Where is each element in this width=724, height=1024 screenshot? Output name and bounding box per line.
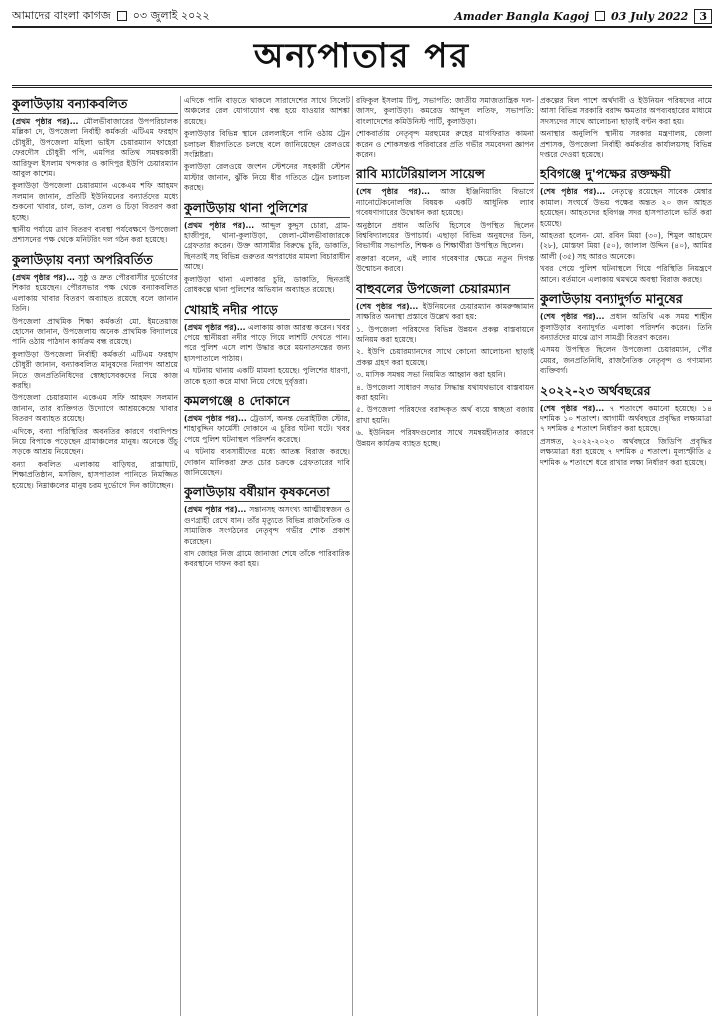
article-headline: ২০২২-২৩ অর্থবছরের: [540, 383, 712, 401]
continued-from-label: (শেষ পৃষ্ঠার পর)...: [540, 403, 610, 413]
article-paragraph: ৩. মাসিক সমন্বয় সভা নিয়মিত আহ্বান করা হয়নি।: [356, 370, 506, 380]
article-headline: কুলাউড়ায় বর্ষীয়ান কৃষকনেতা: [184, 484, 350, 502]
article-paragraph: (শেষ পৃষ্ঠার পর)... আজ ইঞ্জিনিয়ারিং বিভাগে ন্যানোটেকনোলজি বিষয়ক একটি আধুনিক ল্যাব গবেষণাগারের উদ্বোধন করা হয়েছে।: [356, 187, 534, 218]
column-divider: [180, 96, 181, 1016]
article: [356, 281, 534, 449]
article-headline: কুলাউড়ায় বন্যাকবলিত: [12, 96, 178, 114]
column-2: [184, 96, 350, 1016]
article: [356, 166, 534, 274]
column-4: [540, 96, 712, 1016]
article-paragraph: কুলাউড়া রেলওয়ে জংশন স্টেশনের সহকারী স্টেশন মাস্টার জানান, ঝুঁকি নিয়ে ধীর গতিতে ট্রেন চলাচল করছে।: [184, 162, 350, 193]
article: [12, 252, 178, 491]
column-1: [12, 96, 178, 1016]
column-3: [356, 96, 534, 1016]
article-headline: খোয়াই নদীর পাড়ে: [184, 302, 350, 320]
article-paragraph: কুলাউড়ার বিভিন্ন স্থানে রেললাইনে পানি ওঠায় ট্রেন চলাচল ধীরগতিতে চলছে বলে জানিয়েছেন রেলওয়ে সংশ্লিষ্টরা।: [184, 129, 350, 160]
article: [540, 383, 712, 468]
date-bangla: ০৩ জুলাই ২০২২: [132, 8, 210, 22]
article-paragraph: (প্রথম পৃষ্ঠার পর)... আব্দুল কুদ্দুস চোরা, গ্রাম-হাজীপুর, থানা-কুলাউড়া, জেলা-মৌলভীবাজারকে গ্রেফতার করেন। উক্ত আসামীর বিরুদ্ধে চুরি, ডাকাতি, ছিনতাই সহ বিভিন্ন গুরুতর অপরাধের মামলা বিচারাধীন আছে।: [184, 220, 350, 272]
continued-from-label: (প্রথম পৃষ্ঠার পর)...: [12, 272, 79, 282]
paper-name-bangla: আমাদের বাংলা কাগজ: [12, 8, 111, 22]
article-paragraph: এদিকে, বন্যা পরিস্থিতির অবনতির কারণে গবাদিপশু নিয়ে বিপাকে পড়েছেন গ্রামাঞ্চলের মানুষ। অনেকে উঁচু সড়কে আশ্রয় নিয়েছেন।: [12, 426, 178, 457]
article-paragraph: প্রসঙ্গত, ২০২২-২০২৩ অর্থবছরে জিডিপি প্রবৃদ্ধির লক্ষ্যমাত্রা ধরা হয়েছে ৭ দশমিক ৫ শতাংশ। মূল্যস্ফীতি ৫ দশমিক ৬ শতাংশে ধরে রাখার লক্ষ্য নির্ধারণ করা হয়েছে।: [540, 436, 712, 467]
continued-from-label: (প্রথম পৃষ্ঠার পর)...: [184, 322, 249, 332]
article: [540, 96, 712, 160]
continued-from-label: (প্রথম পৃষ্ঠার পর)...: [12, 117, 84, 126]
article-paragraph: (শেষ পৃষ্ঠার পর)... ৭ শতাংশে কমানো হয়েছে। ১৪ দশমিক ১০ শতাংশ। আগামী অর্থবছরে প্রবৃদ্ধির লক্ষ্যমাত্রা ৭ দশমিক ৫ শতাংশ নির্ধারণ করা হয়েছে।: [540, 403, 712, 434]
article-paragraph: প্রকল্পের বিল পাশে অর্থদাবী ও ইউনিয়ন পরিষদের নামে আসা বিভিন্ন সরকারি বরাদ্দ ক্ষমতার অপব্যবহারের মাধ্যমে সদস্যদের সাথে আলোচনা ছাড়াই বণ্টন করা হয়।: [540, 96, 712, 126]
article: [184, 484, 350, 569]
article-paragraph: (প্রথম পৃষ্ঠার পর)... এলাকায় কাজ আরম্ভ করেন। খবর পেয়ে স্থানীয়রা নদীর পাড়ে গিয়ে লাশটি দেখতে পান। পরে পুলিশ এসে লাশ উদ্ধার করে ময়নাতদন্তের জন্য হাসপাতালে পাঠায়।: [184, 322, 350, 363]
page-header: [12, 6, 712, 28]
article: [540, 291, 712, 376]
continued-from-label: (শেষ পৃষ্ঠার পর)...: [356, 187, 441, 197]
article-paragraph: (প্রথম পৃষ্ঠার পর)... সন্তানসহ অসংখ্য আত্মীয়স্বজন ও গুণগ্রাহী রেখে যান। তাঁর মৃত্যুতে বিভিন্ন রাজনৈতিক ও সামাজিক সংগঠনের নেতৃবৃন্দ গভীর শোক প্রকাশ করেছেন।: [184, 505, 350, 546]
continued-from-label: (প্রথম পৃষ্ঠার পর)...: [184, 220, 262, 230]
article-headline: কুলাউড়ায় বন্যা অপরিবর্তিত: [12, 252, 178, 270]
article-paragraph: এ ঘটনায় থানায় একটি মামলা হয়েছে। পুলিশের ধারণা, তাকে হত্যা করে মাথা নিয়ে গেছে দুর্বৃত্তরা।: [184, 366, 350, 386]
article-headline: হবিগঞ্জে দু'পক্ষের রক্তক্ষয়ী: [540, 166, 712, 184]
article-paragraph: খবর পেয়ে পুলিশ ঘটনাস্থলে গিয়ে পরিস্থিতি নিয়ন্ত্রণে আনে। বর্তমানে এলাকায় থমথমে অবস্থা বিরাজ করছে।: [540, 264, 712, 284]
square-icon: [117, 11, 127, 21]
article-paragraph: এসময় উপস্থিত ছিলেন উপজেলা চেয়ারম্যান, পৌর মেয়র, জনপ্রতিনিধি, রাজনৈতিক নেতৃবৃন্দ ও গণ্যমান্য ব্যক্তিবর্গ।: [540, 345, 712, 376]
article-paragraph: ৬. ইউনিয়ন পরিষদগুলোর সাথে সমন্বয়হীনতার কারণে উন্নয়ন কার্যক্রম ব্যাহত হচ্ছে।: [356, 428, 534, 448]
article-headline: কমলগঞ্জে ৪ দোকানে: [184, 393, 350, 411]
article: [184, 302, 350, 387]
article-headline: কুলাউড়ায় থানা পুলিশের: [184, 200, 350, 218]
header-right: [454, 9, 712, 24]
page-title: অন্যপাতার পর: [253, 36, 471, 76]
date-english: 03 July 2022: [610, 9, 689, 23]
article-paragraph: শোকবার্তায় নেতৃবৃন্দ মরহুমের রুহের মাগফিরাত কামনা করেন ও শোকসন্তপ্ত পরিবারের প্রতি গভীর সমবেদনা জ্ঞাপন করেন।: [356, 129, 534, 160]
column-divider: [537, 96, 538, 1016]
article: [184, 96, 350, 194]
article-paragraph: অনাস্থার অনুলিপি স্থানীয় সরকার মন্ত্রণালয়, জেলা প্রশাসক, উপজেলা নির্বাহী কর্মকর্তার কার্যালয়সহ বিভিন্ন দপ্তরে দেওয়া হয়েছে।: [540, 129, 712, 160]
article-paragraph: (প্রথম পৃষ্ঠার পর)... মৌলভীবাজারের উপপরিচালক মল্লিকা দে, উপজেলা নির্বাহী কর্মকর্তা এটিএম ফরহাদ চৌধুরী, উপজেলা মহিলা ভাইস চেয়ারম্যান ফাহেরা ফেরদৌস চৌধুরী পপি, এমপির অতিথ সমন্বয়কারী আরিফুল ইসলাম খন্দকার ও কাদিপুর ইউপি চেয়ারম্যান আবুল কাশেম।: [12, 117, 178, 179]
continued-from-label: (প্রথম পৃষ্ঠার পর)...: [184, 505, 250, 515]
article-headline: কুলাউড়ায় বন্যাদুর্গত মানুষের: [540, 291, 712, 309]
article-paragraph: ১. উপজেলা পরিষদের বিভিন্ন উন্নয়ন প্রকল্প বাস্তবায়নে অনিয়ম করা হয়েছে।: [356, 324, 534, 344]
article-paragraph: বক্তারা বলেন, এই ল্যাব গবেষণার ক্ষেত্রে নতুন দিগন্ত উন্মোচন করবে।: [356, 253, 534, 274]
article: [356, 96, 534, 160]
continued-from-label: (প্রথম পৃষ্ঠার পর)...: [184, 413, 250, 423]
article-headline: বাহুবলের উপজেলা চেয়ারম্যান: [356, 281, 534, 299]
article-paragraph: বন্যা কবলিত এলাকায় বাড়িঘর, রাস্তাঘাট, শিক্ষাপ্রতিষ্ঠান, মসজিদ, হাসপাতাল পানিতে নিমজ্জিত হয়েছে। নিম্নাঞ্চলের মানুষ চরম দুর্ভোগে দিন কাটাচ্ছেন।: [12, 459, 178, 490]
article-paragraph: ৫. উপজেলা পরিষদের বরাদ্দকৃত অর্থ ব্যয়ে স্বচ্ছতা বজায় রাখা হয়নি।: [356, 405, 534, 425]
article-paragraph: কুলাউড়া উপজেলা চেয়ারম্যান একেএম শফি আহমদ সলমান জানান, প্রতিটি ইউনিয়নের বন্যার্তদের মধ্যে শুকনো খাবার, চাল, ডাল, তেল ও চিড়া বিতরণ করা হচ্ছে।: [12, 181, 178, 222]
continued-from-label: (শেষ পৃষ্ঠার পর)...: [540, 187, 612, 197]
article: [540, 166, 712, 285]
article-paragraph: (শেষ পৃষ্ঠার পর)... প্রধান অতিথি এক সময় শাহীন কুলাউড়ার বন্যাদুর্গত এলাকা পরিদর্শন করেন। তিনি বন্যার্তদের মাঝে ত্রাণ সামগ্রী বিতরণ করেন।: [540, 312, 712, 342]
article: [184, 393, 350, 478]
article-paragraph: উপজেলা চেয়ারম্যান একেএম সফি আহমদ সলমান জানান, তার ব্যক্তিগত উদ্যোগে আশ্রয়কেন্দ্রে খাবার বিতরণ অব্যাহত রয়েছে।: [12, 393, 178, 424]
article-paragraph: স্থানীয় পর্যায়ে ত্রাণ বিতরণ ব্যবস্থা পর্যবেক্ষণে উপজেলা প্রশাসনের পক্ষ থেকে মনিটরিং দল গঠন করা হয়েছে।: [12, 225, 178, 245]
column-divider: [352, 96, 353, 1016]
continued-from-label: (শেষ পৃষ্ঠার পর)...: [356, 301, 423, 311]
article-paragraph: এদিকে পানি বাড়তে থাকলে সারাদেশের সাথে সিলেট অঞ্চলের রেল যোগাযোগ বন্ধ হয়ে যাওয়ার আশঙ্কা রয়েছে।: [184, 96, 350, 126]
article-paragraph: (শেষ পৃষ্ঠার পর)... ইউনিয়নের চেয়ারম্যান কামরুজ্জামান সাক্ষরিত অনাস্থা প্রস্তাবে উল্লেখ করা হয়:: [356, 301, 534, 322]
page-number: 3: [694, 9, 712, 24]
paper-name-english: Amader Bangla Kagoj: [454, 9, 589, 23]
article-paragraph: (প্রথম পৃষ্ঠার পর)... সুষ্ঠু ও দ্রুত পৌরবাসীর দুর্ভোগের শিকার হয়েছেন। পৌরসভার পক্ষ থেকে বন্যাকবলিত এলাকায় খাবার বিতরণ অব্যাহত রয়েছে বলে জানান তিনি।: [12, 272, 178, 314]
article-paragraph: অনুষ্ঠানে প্রধান অতিথি হিসেবে উপস্থিত ছিলেন বিশ্ববিদ্যালয়ের উপাচার্য। এছাড়া বিভিন্ন অনুষদের ডিন, বিভাগীয় সভাপতি, শিক্ষক ও শিক্ষার্থীরা উপস্থিত ছিলেন।: [356, 220, 534, 251]
article-paragraph: আহতরা হলেন- মো. রবিন মিয়া (৩০), শিমুল আহমেদ (২৮), মোস্তফা মিয়া (৫০), জালাল উদ্দিন (৪০), আমির আলী (৩৫) সহ আরও অনেকে।: [540, 231, 712, 261]
article: [184, 200, 350, 296]
article-paragraph: কুলাউড়া উপজেলা নির্বাহী কর্মকর্তা এটিএম ফরহাদ চৌধুরী জানান, বন্যাকবলিত মানুষদের নিরাপদ আশ্রয়ে নিতে জনপ্রতিনিধিদের স্বেচ্ছাসেবকদের নিয়ে কাজ করছি।: [12, 349, 178, 390]
article-paragraph: ৪. উপজেলা সাধারণ সভার সিদ্ধান্ত যথাযথভাবে বাস্তবায়ন করা হয়নি।: [356, 382, 534, 402]
article-paragraph: (প্রথম পৃষ্ঠার পর)... ট্রেডার্স, অনন্ত ভেরাইটিজ স্টোর, শাহাবুদ্দিন ফার্মেসী দোকানে এ চুরির ঘটনা ঘটে। খবর পেয়ে পুলিশ ঘটনাস্থল পরিদর্শন করেছে।: [184, 413, 350, 444]
article-paragraph: উপজেলা প্রাথমিক শিক্ষা কর্মকর্তা মো. ইমতেয়াজ হোসেন জানান, উপজেলায় অনেক প্রাথমিক বিদ্যালয়ে পানি ওঠায় পাঠদান কার্যক্রম বন্ধ রয়েছে।: [12, 316, 178, 347]
article-paragraph: রফিকুল ইসলাম টিপু, সভাপতি: জাতীয় সমাজতান্ত্রিক দল-জাসদ, কুলাউড়া। কমরেড আব্দুল লতিফ, সভাপতি: বাংলাদেশের কমিউনিস্ট পার্টি, কুলাউড়া।: [356, 96, 534, 126]
header-left: [12, 7, 210, 26]
article: [12, 96, 178, 246]
article-paragraph: বাদ জোহর নিজ গ্রামে জানাজা শেষে তাঁকে পারিবারিক কবরস্থানে দাফন করা হয়।: [184, 549, 350, 569]
square-icon: [595, 11, 605, 21]
article-paragraph: (শেষ পৃষ্ঠার পর)... নেতৃত্বে রয়েছেন সাবেক মেম্বার কামাল। সংঘর্ষে উভয় পক্ষের অন্তত ২০ জন আহত হয়েছেন। আহতদের হবিগঞ্জ সদর হাসপাতালে ভর্তি করা হয়েছে।: [540, 187, 712, 228]
article-headline: রাবি ম্যাটেরিয়ালস সায়েন্স: [356, 166, 534, 184]
article-paragraph: ২. ইউপি চেয়ারম্যানদের সাথে কোনো আলোচনা ছাড়াই প্রকল্প গ্রহণ করা হয়েছে।: [356, 347, 534, 367]
article-paragraph: কুলাউড়া থানা এলাকার চুরি, ডাকাতি, ছিনতাই রোধকল্পে থানা পুলিশের অভিযান অব্যাহত রয়েছে।: [184, 274, 350, 295]
article-paragraph: এ ঘটনায় ব্যবসায়ীদের মধ্যে আতঙ্ক বিরাজ করছে। দোকান মালিকরা দ্রুত চোর চক্রকে গ্রেফতারের দাবি জানিয়েছেন।: [184, 447, 350, 477]
continued-from-label: (শেষ পৃষ্ঠার পর)...: [540, 312, 611, 322]
page-title-banner: [12, 32, 712, 88]
